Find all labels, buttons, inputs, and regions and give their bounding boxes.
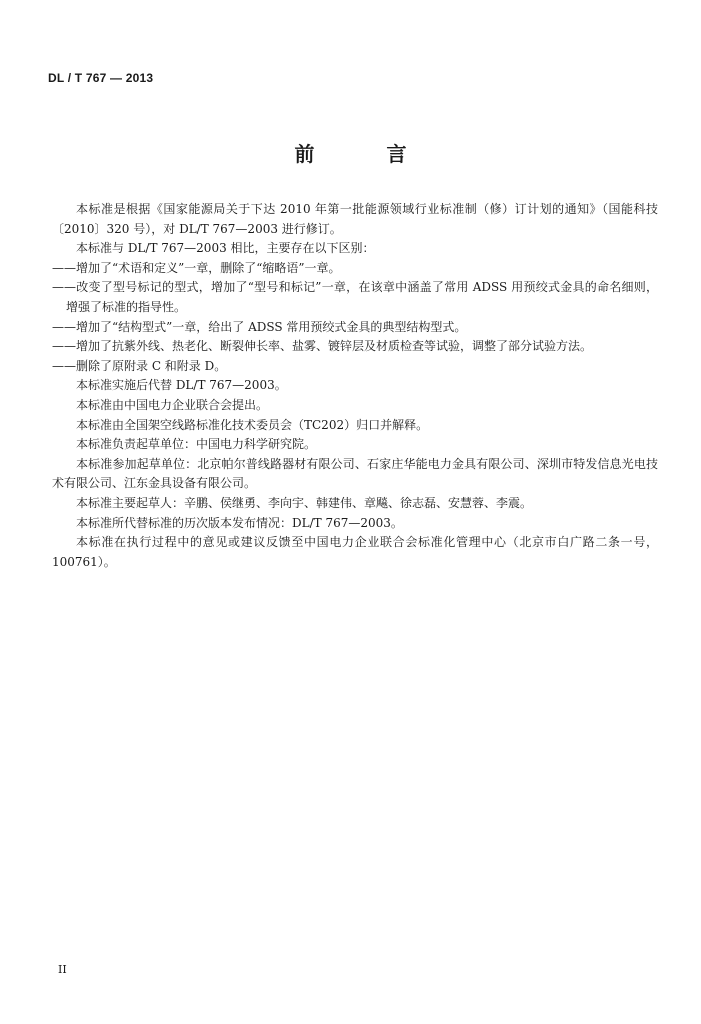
paragraph-version-history: 本标准所代替标准的历次版本发布情况：DL/T 767—2003。	[76, 515, 403, 530]
foreword-body	[52, 200, 658, 572]
paragraph-differences-intro: 本标准与 DL/T 767—2003 相比，主要存在以下区别：	[76, 241, 375, 256]
document-code: DL / T 767 — 2013	[48, 71, 154, 85]
list-item: ——删除了原附录 C 和附录 D。	[52, 358, 227, 373]
paragraph-feedback: 本标准在执行过程中的意见或建议反馈至中国电力企业联合会标准化管理中心（北京市白广路二条一号，100761）。	[52, 535, 658, 569]
paragraph-proposer: 本标准由中国电力企业联合会提出。	[76, 397, 269, 412]
paragraph-participating-drafters: 本标准参加起草单位：北京帕尔普线路器材有限公司、石家庄华能电力金具有限公司、深圳市特发信息光电技术有限公司、江东金具设备有限公司。	[52, 456, 658, 491]
paragraph-main-authors: 本标准主要起草人：辛鹏、侯继勇、李向宇、韩建伟、章飚、徐志磊、安慧蓉、李震。	[76, 495, 533, 510]
paragraph-basis: 本标准是根据《国家能源局关于下达 2010 年第一批能源领域行业标准制（修）订计划的通知》（国能科技〔2010〕320 号），对 DL/T 767—2003 进行修订。	[52, 202, 658, 236]
list-item: ——增加了“结构型式”一章，给出了 ADSS 常用预绞式金具的典型结构型式。	[52, 319, 467, 334]
list-item: ——增加了抗紫外线、热老化、断裂伸长率、盐雾、镀锌层及材质检查等试验，调整了部分试验方法。	[52, 339, 593, 354]
page-number: II	[58, 963, 67, 976]
paragraph-lead-drafter: 本标准负责起草单位：中国电力科学研究院。	[76, 437, 317, 452]
page-title: 前 言	[294, 142, 433, 166]
paragraph-replacement: 本标准实施后代替 DL/T 767—2003。	[76, 378, 287, 393]
list-item: ——增加了“术语和定义”一章，删除了“缩略语”一章。	[52, 260, 341, 275]
list-item: ——改变了型号标记的型式，增加了“型号和标记”一章，在该章中涵盖了常用 ADSS 用预绞式金具的命名细则，增强了标准的指导性。	[52, 280, 658, 314]
paragraph-administrator: 本标准由全国架空线路标准化技术委员会（TC202）归口并解释。	[76, 417, 429, 432]
